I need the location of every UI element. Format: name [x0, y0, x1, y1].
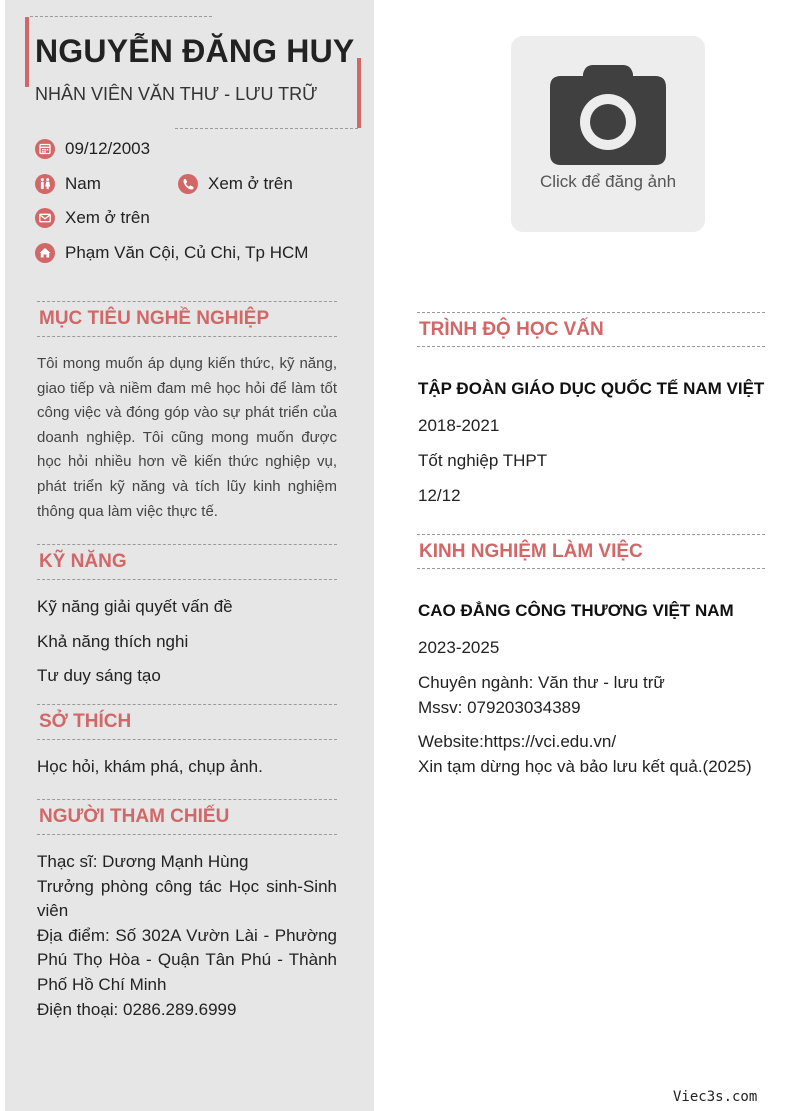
- hobbies-heading: SỞ THÍCH: [39, 711, 132, 732]
- gender-row: [35, 174, 101, 194]
- calendar-icon: [35, 139, 55, 159]
- references-heading-box: [37, 799, 337, 835]
- skill-item[interactable]: Tư duy sáng tạo: [37, 666, 161, 685]
- gender-icon: [35, 174, 55, 194]
- education-period[interactable]: 2018-2021: [418, 416, 500, 435]
- reference-line[interactable]: Trưởng phòng công tác Học sinh-Sinh viên: [37, 876, 337, 921]
- photo-upload-label: Click để đăng ảnh: [539, 172, 677, 191]
- objective-heading-box: [37, 301, 337, 337]
- camera-icon: [549, 64, 667, 166]
- header-accent-bar-left: [25, 17, 29, 87]
- gender-value[interactable]: Nam: [65, 174, 101, 193]
- experience-heading: KINH NGHIỆM LÀM VIỆC: [419, 541, 643, 562]
- experience-company[interactable]: CAO ĐẲNG CÔNG THƯƠNG VIỆT NAM: [418, 601, 734, 620]
- email-value[interactable]: Xem ở trên: [65, 208, 150, 227]
- photo-upload-button[interactable]: [511, 36, 705, 232]
- experience-note[interactable]: Xin tạm dừng học và bảo lưu kết quả.(2025): [418, 757, 752, 776]
- header-bottom-divider: [175, 128, 358, 129]
- phone-icon: [178, 174, 198, 194]
- references-block: [37, 850, 337, 1022]
- experience-heading-box: [417, 534, 765, 569]
- skills-heading-box: [37, 544, 337, 580]
- email-icon: [35, 208, 55, 228]
- skill-item[interactable]: Kỹ năng giải quyết vấn đề: [37, 597, 233, 616]
- phone-row: [178, 174, 293, 194]
- education-heading-box: [417, 312, 765, 347]
- hobbies-heading-box: [37, 704, 337, 740]
- experience-website[interactable]: Website:https://vci.edu.vn/: [418, 732, 617, 751]
- hobbies-text[interactable]: Học hỏi, khám phá, chụp ảnh.: [37, 757, 263, 776]
- email-row: [35, 208, 150, 228]
- full-name[interactable]: NGUYỄN ĐĂNG HUY: [35, 33, 355, 69]
- education-grade[interactable]: 12/12: [418, 486, 461, 505]
- home-icon: [35, 243, 55, 263]
- header-accent-bar-right: [357, 58, 361, 128]
- birthday-value[interactable]: 09/12/2003: [65, 139, 151, 158]
- education-school[interactable]: TẬP ĐOÀN GIÁO DỤC QUỐC TẾ NAM VIỆT: [418, 379, 765, 398]
- education-degree[interactable]: Tốt nghiệp THPT: [418, 451, 548, 470]
- experience-major[interactable]: Chuyên ngành: Văn thư - lưu trữ: [418, 673, 665, 692]
- footer-brand: Viec3s.com: [673, 1089, 758, 1105]
- address-value[interactable]: Phạm Văn Cội, Củ Chi, Tp HCM: [65, 243, 309, 262]
- skill-item[interactable]: Khả năng thích nghi: [37, 632, 189, 651]
- objective-heading: MỤC TIÊU NGHỀ NGHIỆP: [39, 308, 270, 329]
- phone-value[interactable]: Xem ở trên: [208, 174, 293, 193]
- birthday-row: [35, 139, 150, 159]
- references-heading: NGƯỜI THAM CHIẾU: [39, 806, 230, 827]
- experience-student-id[interactable]: Mssv: 079203034389: [418, 698, 581, 717]
- reference-line[interactable]: Điện thoại: 0286.289.6999: [37, 999, 237, 1019]
- address-row: [35, 243, 308, 263]
- objective-text[interactable]: Tôi mong muốn áp dụng kiến thức, kỹ năng, giao tiếp và niềm đam mê học hỏi để làm tốt công việc và đóng góp vào sự phát triển của doanh nghiệp. Tôi cũng mong muốn được học hỏi nhiều hơn về kiến thức nghiệp vụ, phát triển kỹ năng và tích lũy kinh nghiệm thông qua làm việc thực tế.: [37, 355, 337, 520]
- header-top-divider: [30, 16, 212, 17]
- experience-period[interactable]: 2023-2025: [418, 638, 500, 657]
- job-title[interactable]: NHÂN VIÊN VĂN THƯ - LƯU TRỮ: [35, 84, 318, 104]
- education-heading: TRÌNH ĐỘ HỌC VẤN: [419, 319, 604, 340]
- reference-line[interactable]: Địa điểm: Số 302A Vườn Lài - Phường Phú Thọ Hòa - Quận Tân Phú - Thành Phố Hồ Chí Minh: [37, 925, 337, 994]
- skills-heading: KỸ NĂNG: [39, 551, 127, 572]
- reference-line[interactable]: Thạc sĩ: Dương Mạnh Hùng: [37, 852, 249, 871]
